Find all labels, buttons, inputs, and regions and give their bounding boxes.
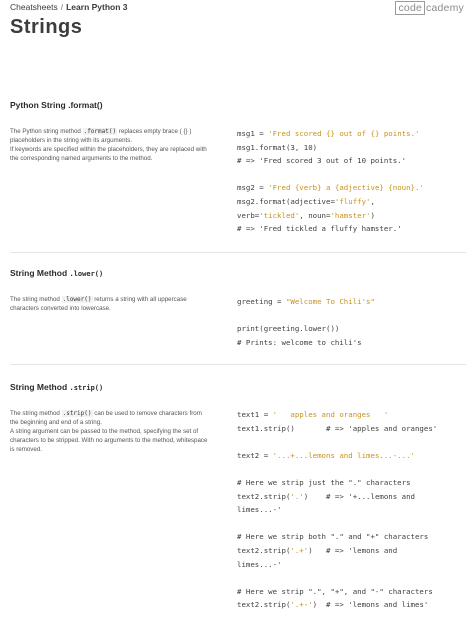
section-title: String Method .strip() xyxy=(10,382,104,392)
section-title: Python String .format() xyxy=(10,100,103,110)
page-title: Strings xyxy=(10,16,83,38)
code-line: verb='tickled', noun='hamster') xyxy=(237,210,375,220)
code-line: limes...-' xyxy=(237,559,282,569)
breadcrumb-root-link[interactable]: Cheatsheets xyxy=(10,2,58,12)
code-line: msg2.format(adjective='fluffy', xyxy=(237,197,375,206)
breadcrumb-separator: / xyxy=(60,2,64,12)
section-lower xyxy=(10,268,466,358)
top-bar xyxy=(10,2,464,16)
code-line: text1 = ' apples and oranges ' xyxy=(237,410,389,419)
code-line: greeting = "Welcome To Chili's" xyxy=(237,297,375,306)
logo-boxed-text: code xyxy=(395,1,425,15)
code-line: # => 'Fred tickled a fluffy hamster.' xyxy=(237,224,402,234)
code-line: # Prints: welcome to chili's xyxy=(237,337,362,347)
section-format xyxy=(10,100,466,250)
inline-code: .lower() xyxy=(62,296,92,303)
code-line: print(greeting.lower()) xyxy=(237,324,340,334)
code-line: # Here we strip both "." and "+" characters xyxy=(237,532,429,542)
inline-code: .format() xyxy=(83,128,117,135)
code-line: msg1.format(3, 10) xyxy=(237,142,318,152)
code-line: msg1 = 'Fred scored {} out of {} points.' xyxy=(237,129,420,138)
section-title: String Method .lower() xyxy=(10,268,104,278)
section-divider xyxy=(10,364,466,365)
section-divider xyxy=(10,252,466,253)
section-description: The string method .lower() returns a string with all uppercase characters converted into lowercase. xyxy=(10,296,187,313)
code-line: # Here we strip just the "." characters xyxy=(237,478,411,487)
breadcrumb-current[interactable]: Learn Python 3 xyxy=(66,2,128,12)
code-line: # Here we strip ".", "+", and "-" characters xyxy=(237,586,433,596)
code-line: text2.strip('.+-') # => 'lemons and limes' xyxy=(237,600,429,610)
code-line: text2.strip('.') # => '+...lemons and xyxy=(237,491,416,501)
code-line: msg2 = 'Fred {verb} a {adjective} {noun}.' xyxy=(237,183,424,193)
section-description: The string method .strip() can be used to remove characters from the beginning and end of a string. A string argument can be passed to the method, specifying the set of characters to be stripped. With no arguments to the method, whitespace is removed. xyxy=(10,410,208,454)
section-description: The Python string method .format() replaces empty brace ( {} ) placeholders in the string with its arguments. If keywords are specified within the placeholders, they are replaced with the corresponding named arguments to the method. xyxy=(10,128,207,163)
section-strip xyxy=(10,382,466,622)
breadcrumb xyxy=(10,2,128,12)
code-line: # => 'Fred scored 3 out of 10 points.' xyxy=(237,156,407,166)
logo-rest-text: cademy xyxy=(426,2,464,14)
code-line: text2 = '...+...lemons and limes...-...' xyxy=(237,450,415,460)
code-line: limes...-' xyxy=(237,505,282,515)
inline-code: .strip() xyxy=(62,410,92,417)
codecademy-logo[interactable] xyxy=(395,2,464,14)
code-line: text1.strip() # => 'apples and oranges' xyxy=(237,423,438,433)
code-line: text2.strip('.+') # => 'lemons and xyxy=(237,546,398,555)
